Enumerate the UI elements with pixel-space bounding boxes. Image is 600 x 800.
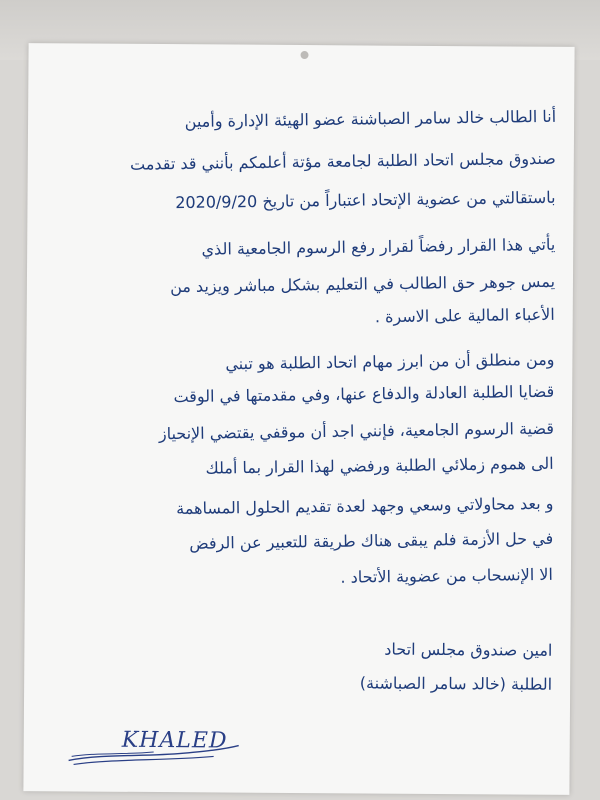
letter-line: أنا الطالب خالد سامر الصباشنة عضو الهيئة الإدارة وأمين	[184, 106, 557, 131]
signature	[64, 708, 254, 769]
letter-line: باستقالتي من عضوية الإتحاد اعتباراً من تاريخ 2020/9/20	[175, 187, 556, 213]
letter-line: قضايا الطلبة العادلة والدفاع عنها، وفي مقدمتها في الوقت	[173, 381, 555, 407]
signature-text: KHALED	[121, 727, 228, 754]
letter-line: الأعباء المالية على الاسرة .	[374, 304, 555, 327]
letter-page	[23, 43, 574, 795]
letter-line: قضية الرسوم الجامعية، فإنني اجد أن موقفي يقتضي الإنحياز	[158, 418, 555, 444]
letter-line: الى هموم زملائي الطلبة ورفضي لهذا القرار بما أملك	[205, 453, 554, 478]
closing-title: امين صندوق مجلس اتحاد	[384, 639, 553, 660]
letter-line: الا الإنسحاب من عضوية الأتحاد .	[340, 564, 554, 587]
letter-line: و بعد محاولاتي وسعي وجهد لعدة تقديم الحلول المساهمة	[176, 493, 554, 519]
paper-mark	[301, 51, 309, 59]
closing-name: الطلبة (خالد سامر الصباشنة)	[359, 673, 553, 694]
letter-line: يمس جوهر حق الطالب في التعليم بشكل مباشر ويزيد من	[170, 271, 556, 297]
letter-line: يأتي هذا القرار رفضاً لقرار رفع الرسوم الجامعية الذي	[201, 234, 556, 259]
letter-line: صندوق مجلس اتحاد الطلبة لجامعة مؤتة أعلمكم بأنني قد تقدمت	[129, 148, 556, 174]
letter-line: في حل الأزمة فلم يبقى هناك طريقة للتعبير عن الرفض	[189, 528, 554, 553]
letter-line: ومن منطلق أن من ابرز مهام اتحاد الطلبة هو تبني	[225, 349, 555, 374]
